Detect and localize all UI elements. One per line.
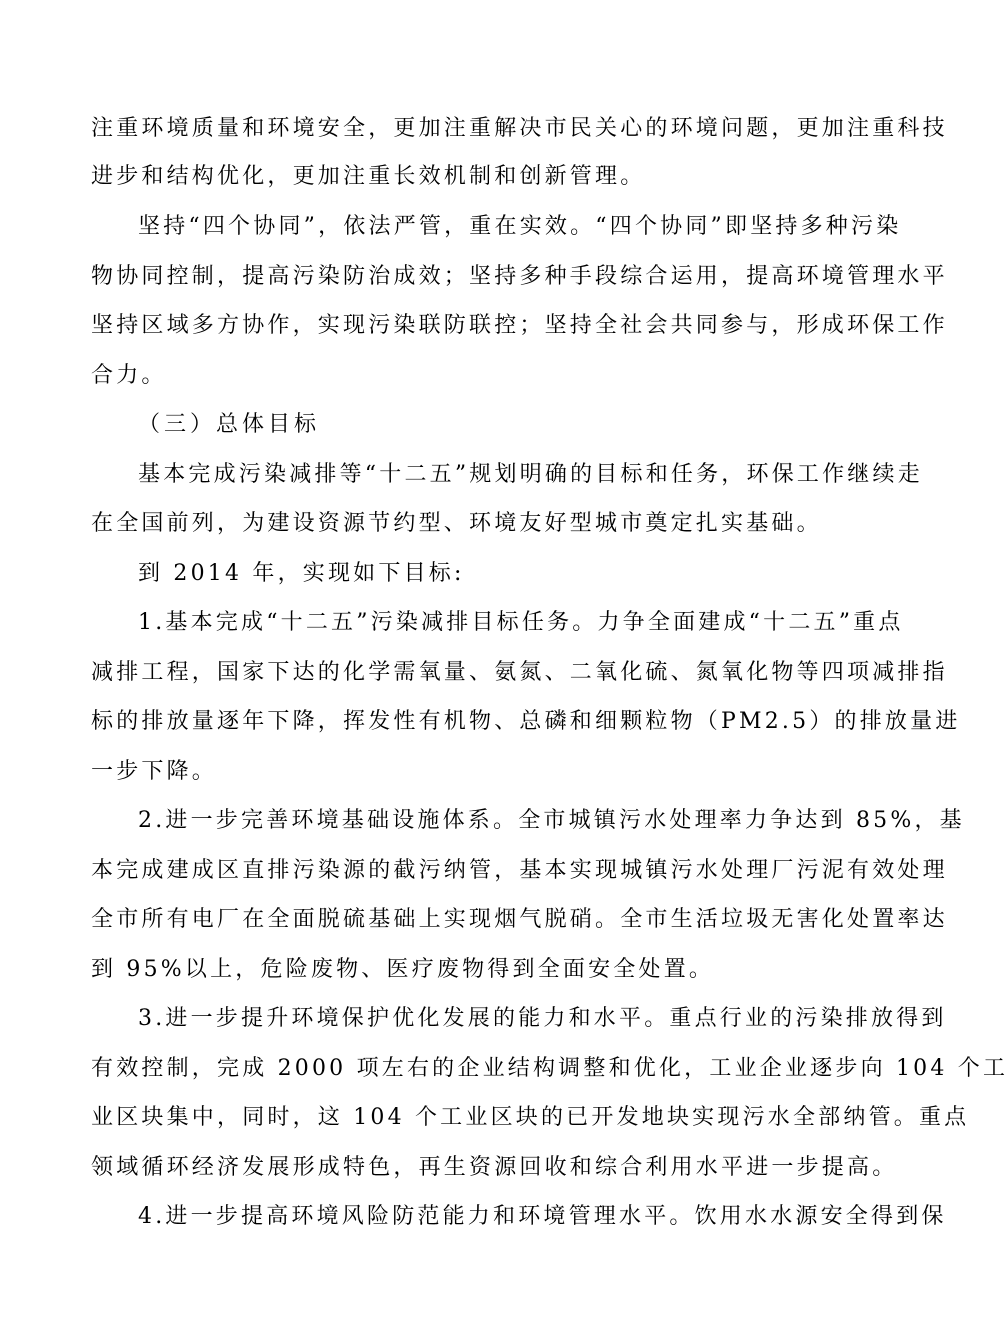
paragraph-line: 减排工程，国家下达的化学需氧量、氨氮、二氧化硫、氮氧化物等四项减排指 (91, 660, 948, 685)
paragraph-line: 一步下降。 (91, 759, 218, 784)
paragraph-line: 3.进一步提升环境保护优化发展的能力和水平。重点行业的污染排放得到 (138, 1006, 947, 1031)
paragraph-line: 到 2014 年，实现如下目标: (138, 561, 465, 586)
paragraph-line: 坚持“四个协同”，依法严管，重在实效。“四个协同”即坚持多种污染 (138, 214, 902, 239)
paragraph-line: 到 95%以上，危险废物、医疗废物得到全面安全处置。 (91, 957, 715, 982)
paragraph-line: 标的排放量逐年下降，挥发性有机物、总磷和细颗粒物（PM2.5）的排放量进 (91, 709, 961, 734)
paragraph-line: 全市所有电厂在全面脱硫基础上实现烟气脱硝。全市生活垃圾无害化处置率达 (91, 907, 948, 932)
section-heading: （三）总体目标 (138, 412, 321, 437)
paragraph-line: 4.进一步提高环境风险防范能力和环境管理水平。饮用水水源安全得到保 (138, 1204, 947, 1229)
paragraph-line: 基本完成污染减排等“十二五”规划明确的目标和任务，环保工作继续走 (138, 462, 923, 487)
paragraph-line: 物协同控制，提高污染防治成效；坚持多种手段综合运用，提高环境管理水平 (91, 264, 948, 289)
paragraph-line: 领域循环经济发展形成特色，再生资源回收和综合利用水平进一步提高。 (91, 1155, 898, 1180)
paragraph-line: 注重环境质量和环境安全，更加注重解决市民关心的环境问题，更加注重科技 (91, 116, 948, 141)
paragraph-line: 在全国前列，为建设资源节约型、环境友好型城市奠定扎实基础。 (91, 511, 822, 536)
paragraph-line: 有效控制，完成 2000 项左右的企业结构调整和优化，工业企业逐步向 104 个工 (91, 1056, 1008, 1081)
paragraph-line: 业区块集中，同时，这 104 个工业区块的已开发地块实现污水全部纳管。重点 (91, 1105, 970, 1130)
paragraph-line: 本完成建成区直排污染源的截污纳管，基本实现城镇污水处理厂污泥有效处理 (91, 858, 948, 883)
paragraph-line: 合力。 (91, 363, 167, 388)
paragraph-line: 坚持区域多方协作，实现污染联防联控；坚持全社会共同参与，形成环保工作 (91, 313, 948, 338)
paragraph-line: 2.进一步完善环境基础设施体系。全市城镇污水处理率力争达到 85%，基 (138, 808, 965, 833)
paragraph-line: 1.基本完成“十二五”污染减排目标任务。力争全面建成“十二五”重点 (138, 610, 904, 635)
paragraph-line: 进步和结构优化，更加注重长效机制和创新管理。 (91, 164, 646, 189)
